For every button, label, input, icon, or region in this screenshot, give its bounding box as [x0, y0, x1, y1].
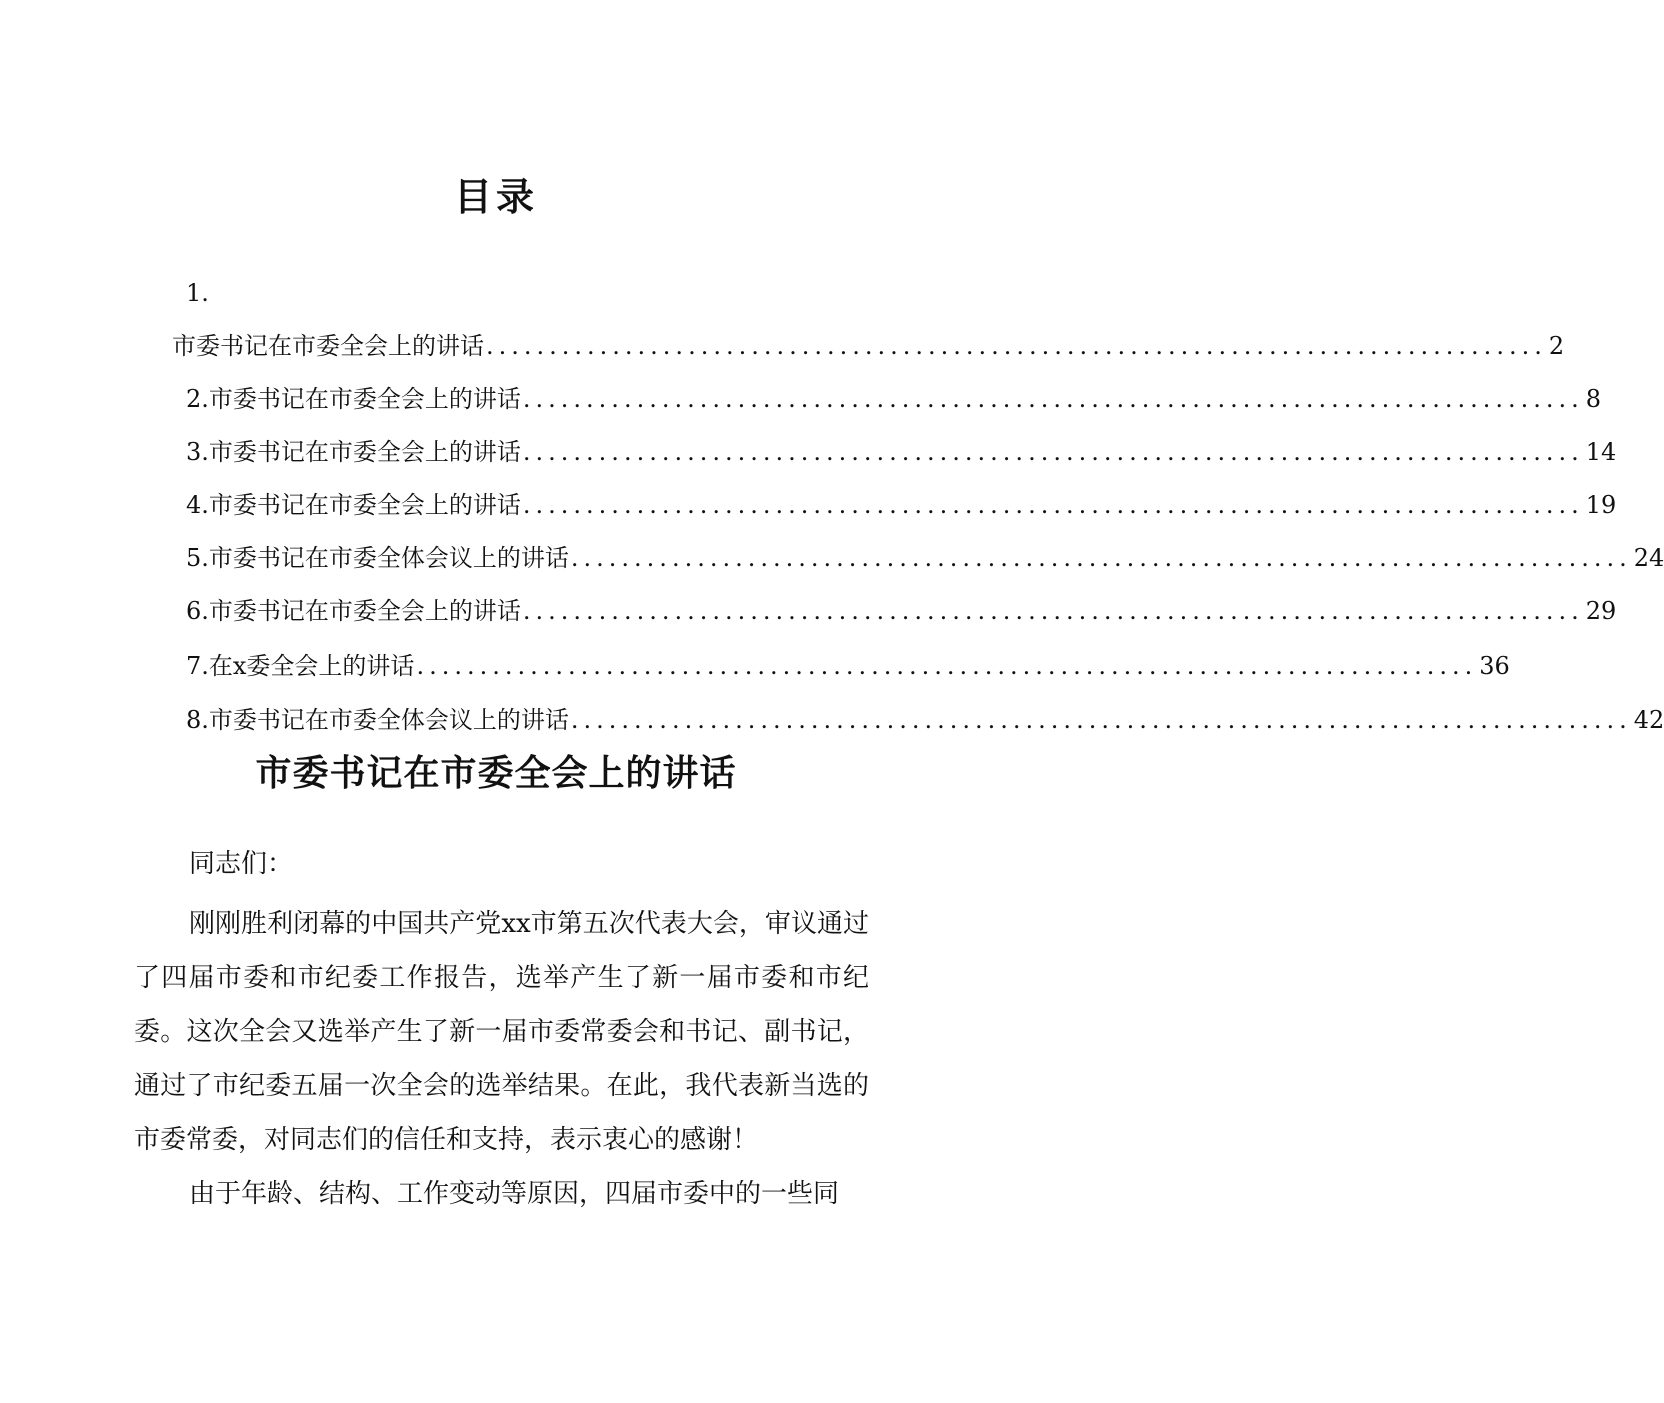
- toc-item-page: 29: [1585, 597, 1617, 625]
- greeting: 同志们：: [189, 849, 294, 879]
- paragraph: 刚刚胜利闭幕的中国共产党xx市第五次代表大会，审议通过了四届市委和市纪委工作报告，选举产生了新一届市委和市纪委。这次全会又选举产生了新一届市委常委会和书记、副书记，通过了市纪委五届一次全会的选举结果。在此，我代表新当选的市委常委，对同志们的信任和支持，表示衷心的感谢！: [134, 909, 869, 1155]
- toc-leader-dots: ....................................................................................: [522, 597, 1584, 625]
- toc-leader-dots: ....................................................................................: [570, 706, 1632, 734]
- toc-item-page: 19: [1585, 491, 1617, 519]
- toc-item-4[interactable]: [186, 490, 1617, 520]
- toc-item-1[interactable]: [172, 331, 1565, 361]
- toc-item-5[interactable]: [186, 543, 1664, 573]
- toc-item-page: 36: [1479, 652, 1510, 680]
- toc-item-label: 8.市委书记在市委全体会议上的讲话: [186, 706, 569, 734]
- toc-leader-dots: ....................................................................................: [522, 385, 1584, 413]
- toc-item-page: 24: [1633, 544, 1664, 572]
- toc-title: 目录: [453, 175, 538, 219]
- toc-item-3[interactable]: [186, 437, 1617, 467]
- toc-item-label: 5.市委书记在市委全体会议上的讲话: [186, 544, 569, 572]
- toc-leader-dots: ....................................................................................: [522, 438, 1584, 466]
- toc-item-page: 42: [1633, 706, 1664, 734]
- toc-item-label: 市委书记在市委全会上的讲话: [172, 332, 484, 360]
- toc-item-page: 2: [1548, 332, 1565, 360]
- toc-first-number: 1.: [186, 279, 209, 307]
- toc-leader-dots: ....................................................................................: [522, 491, 1584, 519]
- toc-item-label: 4.市委书记在市委全会上的讲话: [186, 491, 521, 519]
- toc-item-7[interactable]: [186, 651, 1510, 681]
- document-title: 市委书记在市委全会上的讲话: [255, 753, 737, 794]
- toc-item-6[interactable]: [186, 596, 1617, 626]
- document-body: [134, 897, 869, 1221]
- toc-leader-dots: ....................................................................................: [570, 544, 1632, 572]
- paragraph: 由于年龄、结构、工作变动等原因，四届市委中的一些同: [189, 1179, 840, 1209]
- toc-item-label: 6.市委书记在市委全会上的讲话: [186, 597, 521, 625]
- toc-item-label: 7.在x委全会上的讲话: [186, 652, 415, 680]
- toc-leader-dots: ....................................................................................: [416, 652, 1478, 680]
- toc-item-label: 2.市委书记在市委全会上的讲话: [186, 385, 521, 413]
- toc-item-2[interactable]: [186, 384, 1602, 414]
- toc-item-page: 14: [1585, 438, 1617, 466]
- toc-item-label: 3.市委书记在市委全会上的讲话: [186, 438, 521, 466]
- toc-item-page: 8: [1585, 385, 1602, 413]
- toc-leader-dots: ....................................................................................: [486, 332, 1547, 360]
- toc-item-8[interactable]: [186, 705, 1664, 735]
